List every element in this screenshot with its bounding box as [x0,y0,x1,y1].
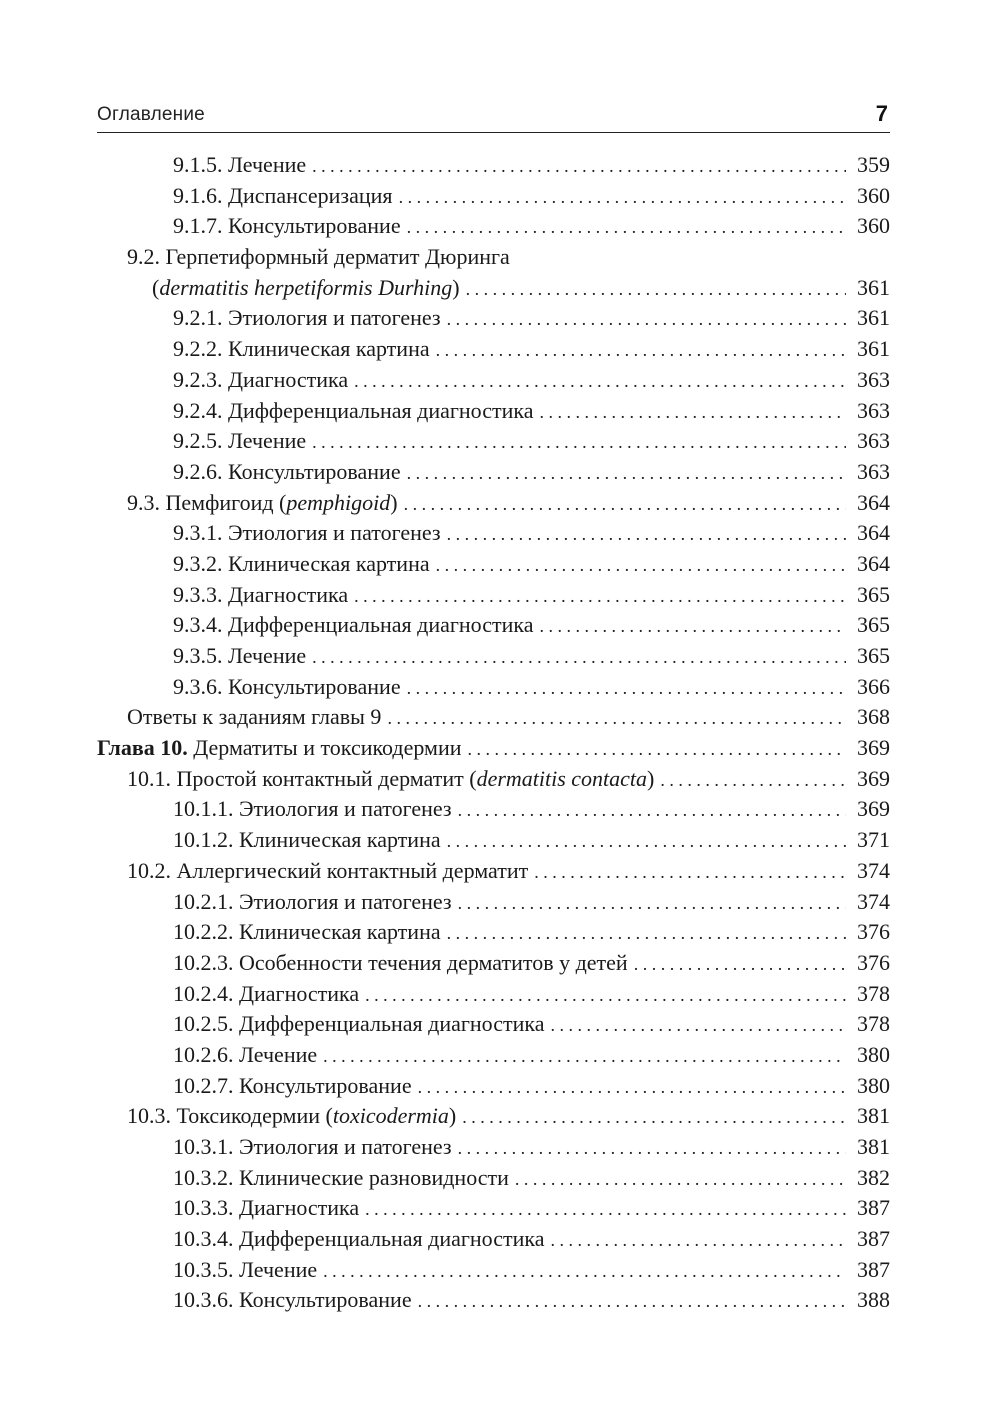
toc-entry-text: 9.2.3. Диагностика [173,366,349,392]
toc-entry-row [97,1193,890,1225]
toc-entry-text: 10.2.6. Лечение [173,1041,318,1067]
toc-entry-title [173,979,359,1010]
toc-entry-title [173,610,534,641]
toc-entry-row [97,181,890,213]
toc-page-number: 387 [857,1226,890,1252]
toc-entry[interactable] [97,1071,890,1102]
toc-entry-title [173,457,401,488]
toc-entry-row [97,641,890,673]
toc-entry-row [97,396,890,428]
dot-leader [387,703,846,734]
toc-entry-text: 10.3.4. Дифференциальная диагностика [173,1226,545,1252]
toc-entry[interactable] [97,1255,890,1286]
toc-page-number: 361 [857,274,890,300]
dot-leader [551,1225,847,1256]
toc-page-number: 365 [857,643,890,668]
toc-entry-text: 9.2. Герпетиформный дерматит Дюринга [127,244,510,270]
toc-entry-title [127,488,398,519]
toc-entry[interactable] [97,702,890,733]
dot-leader [418,1286,846,1317]
toc-entry-text: 9.3.4. Дифференциальная диагностика [173,612,534,638]
toc-entry[interactable] [97,181,890,212]
toc-page-number: 363 [857,458,890,484]
dot-leader [407,212,846,243]
dot-leader [312,642,846,673]
toc-entry-row [97,457,890,489]
toc-entry-row [97,856,890,888]
toc-entry-row [97,1224,890,1256]
toc-page-number: 363 [857,366,890,392]
toc-entry[interactable] [97,979,890,1010]
toc-entry-row [97,733,890,765]
toc-entry-title [173,1071,412,1102]
toc-entry-text: ) [647,765,655,791]
toc-entry-text: 10.3. Токсикодермии ( [127,1103,333,1129]
toc-page-number: 363 [857,428,890,454]
toc-entry-title [127,764,654,795]
dot-leader [634,949,846,980]
toc-page-number: 382 [857,1164,890,1190]
toc-entry-text: 10.3.1. Этиология и патогенез [173,1134,452,1159]
toc-entry[interactable] [97,580,890,611]
toc-entry-title [173,1224,545,1255]
toc-entry-text: 10.2.4. Диагностика [173,980,360,1006]
toc-entry-title [173,396,534,427]
toc-entry-text: ) [448,1103,457,1129]
toc-entry-row [97,426,890,458]
toc-entry[interactable] [97,856,890,887]
toc-page-number: 361 [857,305,890,331]
toc-entry-text: 9.2.2. Клиническая картина [173,336,430,362]
toc-entry-title [173,794,452,825]
dot-leader [458,1133,846,1164]
toc-page-number: 387 [857,1195,890,1221]
toc-entry-row [97,242,890,273]
toc-entry-row [97,303,890,335]
toc-page-number: 360 [857,182,890,208]
toc-entry[interactable] [97,825,890,856]
toc-entry-text: 10.2.2. Клиническая картина [173,919,441,945]
toc-entry-row [97,518,890,550]
toc-entry-text: 9.1.7. Консультирование [173,213,401,239]
toc-entry-text: 10.3.5. Лечение [173,1256,318,1282]
toc-entry-row [97,1285,890,1317]
toc-entry-text: 9.1.6. Диспансеризация [173,182,393,208]
toc-entry[interactable] [97,764,890,795]
toc-entry-text: 10.3.6. Консультирование [173,1287,412,1313]
toc-entry-title [173,1040,317,1071]
toc-entry[interactable] [97,426,890,457]
toc-page-number: 363 [857,397,890,423]
toc-entry-title [173,303,441,334]
dot-leader [458,888,846,919]
toc-entry-latin-term: dermatitis contacta [476,765,648,791]
toc-page-number: 374 [857,857,890,883]
toc-page-number: 365 [857,612,890,638]
toc-page-number: 378 [857,1011,890,1037]
toc-entry[interactable] [97,242,890,273]
dot-leader [447,826,846,857]
toc-entry[interactable] [97,1101,890,1132]
toc-entry-row [97,488,890,520]
toc-entry-text: 9.2.6. Консультирование [173,458,401,484]
page-number: 7 [875,101,888,126]
toc-entry-title [152,273,460,304]
dot-leader [515,1164,846,1195]
dot-leader [468,734,846,765]
dot-leader [540,397,847,428]
toc-entry[interactable] [97,273,890,304]
toc-entry[interactable] [97,641,890,672]
toc-entry-text: ) [390,489,398,515]
dot-leader [458,795,846,826]
toc-entry-title [127,702,381,733]
toc-entry-text: ) [452,274,460,300]
dot-leader [354,366,846,397]
toc-entry[interactable] [97,1163,890,1194]
toc-entry-row [97,702,890,734]
toc-entry-title [173,1009,545,1040]
toc-entry-latin-term: dermatitis herpetiformis Durhing [159,274,453,300]
toc-entry-row [97,1255,890,1287]
dot-leader [447,918,846,949]
toc-entry-text: 10.3.3. Диагностика [173,1195,360,1221]
toc-entry-title [173,917,441,948]
toc-entry-text: 10.2.3. Особенности течения дерматитов у детей [173,949,628,975]
toc-entry-title [173,1193,359,1224]
toc-entry-row [97,764,890,796]
toc-entry-title [173,549,430,580]
dot-leader [466,274,846,305]
dot-leader [540,611,847,642]
toc-entry-text: 10.2.5. Дифференциальная диагностика [173,1011,545,1037]
toc-page-number: 369 [857,796,890,822]
toc-entry-text: ( [152,274,160,300]
toc-entry[interactable] [97,457,890,488]
dot-leader [462,1102,846,1133]
toc-entry-row [97,549,890,581]
toc-entry-text: 10.2.1. Этиология и патогенез [173,888,452,914]
toc-entry[interactable] [97,334,890,365]
toc-entry[interactable] [97,610,890,641]
toc-page-number: 380 [857,1072,890,1098]
toc-entry-row [97,1163,890,1195]
toc-entry-text: 9.2.5. Лечение [173,428,307,454]
toc-entry-title [173,181,393,212]
toc-entry-title [173,211,401,242]
toc-entry-text: 10.1. Простой контактный дерматит ( [127,765,477,791]
toc-page-number: 364 [857,489,890,515]
toc-page-number: 376 [857,949,890,975]
dot-leader [551,1010,847,1041]
dot-leader [323,1256,846,1287]
toc-entry-text: 10.2.7. Консультирование [173,1072,412,1098]
toc-entry-title [173,150,306,181]
toc-entry-text: 10.3.2. Клинические разновидности [173,1164,509,1190]
toc-entry-row [97,334,890,366]
toc-entry-text: 9.1.5. Лечение [173,152,307,177]
toc-entry-text: 9.2.4. Дифференциальная диагностика [173,397,534,423]
dot-leader [312,427,846,458]
toc-page-number: 378 [857,980,890,1006]
toc-page-number: 371 [857,827,890,853]
toc-entry-row [97,887,890,919]
toc-entry-title [173,948,628,979]
toc-entry-title [127,1101,456,1132]
toc-entry-title [173,580,348,611]
toc-page-number: 368 [857,704,890,730]
toc-entry-text: 10.1.1. Этиология и патогенез [173,796,452,822]
toc-entry-title [173,426,306,457]
dot-leader [418,1072,846,1103]
dot-leader [436,550,846,581]
toc-entry-row [97,1009,890,1041]
toc-entry-title [173,365,348,396]
toc-page-number: 364 [857,550,890,576]
toc-page-number: 359 [857,152,890,177]
toc-entry-text: 9.3.2. Клиническая картина [173,550,430,576]
toc-entry-row [97,211,890,243]
chapter-label: Глава 10. [97,735,188,761]
toc-entry[interactable] [97,672,890,703]
toc-entry-row [97,1071,890,1103]
toc-entry-title [173,518,441,549]
toc-entry-text: 10.2. Аллергический контактный дерматит [127,857,529,883]
toc-entry-title [173,1132,452,1163]
toc-entry-title [173,1163,509,1194]
toc-entry-row [97,979,890,1011]
toc-entry-latin-term: toxicodermia [332,1103,449,1129]
toc-entry[interactable] [97,887,890,918]
toc-page-number: 381 [857,1103,890,1129]
toc-entry-text: 9.3.3. Диагностика [173,581,349,607]
toc-entry-title [173,825,441,856]
toc-entry[interactable] [97,488,890,519]
toc-entry-text: 10.1.2. Клиническая картина [173,827,441,853]
toc-entry-title [97,733,462,764]
toc-entry[interactable] [97,1193,890,1224]
dot-leader [447,304,846,335]
toc-entry-text: 9.3.6. Консультирование [173,673,401,699]
dot-leader [436,335,846,366]
toc-entry-row [97,672,890,704]
dot-leader [354,581,846,612]
toc-entry-row [97,917,890,949]
dot-leader [660,765,846,796]
dot-leader [447,519,846,550]
toc-entry-row [97,948,890,980]
toc-page-number: 361 [857,336,890,362]
running-header [97,100,890,133]
toc-entry[interactable] [97,518,890,549]
toc-entry-latin-term: pemphigoid [286,489,391,515]
toc-entry-text: Дерматиты и токсикодермии [187,735,462,761]
toc-entry[interactable] [97,794,890,825]
dot-leader [407,673,846,704]
toc-entry-title [127,856,528,887]
toc-entry-text: 9.3. Пемфигоид ( [127,489,287,515]
toc-entry[interactable] [97,211,890,242]
toc-page-number: 364 [857,520,890,546]
toc-entry-title [127,242,510,273]
toc-entry[interactable] [97,1009,890,1040]
dot-leader [399,182,846,213]
dot-leader [404,489,846,520]
toc-entry-text: 9.3.1. Этиология и патогенез [173,520,441,546]
dot-leader [534,857,846,888]
toc-entry-row [97,580,890,612]
toc-entry-row [97,1101,890,1133]
running-header-title: Оглавление [97,104,205,125]
dot-leader [365,1194,846,1225]
toc-entry[interactable] [97,948,890,979]
toc-page-number: 365 [857,581,890,607]
toc-entry-row [97,825,890,857]
toc-entry-row [97,610,890,642]
toc-entry-row [97,1132,890,1164]
toc-page-number: 387 [857,1256,890,1282]
toc-entry-row [97,150,890,182]
toc-entry-row [97,273,890,305]
dot-leader [323,1041,846,1072]
toc-page-number: 369 [857,765,890,791]
toc-entry[interactable] [97,150,890,181]
dot-leader [365,980,846,1011]
toc-entry[interactable] [97,1285,890,1316]
table-of-contents [97,150,890,1316]
toc-page-number: 374 [857,888,890,914]
toc-entry-row [97,365,890,397]
toc-entry-title [173,887,452,918]
toc-page-number: 380 [857,1041,890,1067]
toc-entry[interactable] [97,733,890,764]
toc-entry-row [97,1040,890,1072]
toc-entry-text: 9.3.5. Лечение [173,643,307,668]
toc-page-number: 388 [857,1287,890,1313]
toc-entry-row [97,794,890,826]
toc-entry[interactable] [97,1040,890,1071]
dot-leader [407,458,846,489]
toc-entry[interactable] [97,303,890,334]
toc-entry-text: Ответы к заданиям главы 9 [127,704,382,730]
toc-page-number: 366 [857,673,890,699]
toc-page-number: 369 [857,735,890,761]
toc-entry-title [173,1255,317,1286]
toc-entry-title [173,641,306,672]
toc-entry-text: 9.2.1. Этиология и патогенез [173,305,441,331]
toc-entry-title [173,334,430,365]
toc-page-number: 381 [857,1134,890,1159]
toc-entry-title [173,672,401,703]
toc-entry[interactable] [97,365,890,396]
toc-entry[interactable] [97,1224,890,1255]
toc-page-number: 376 [857,919,890,945]
toc-entry-title [173,1285,412,1316]
dot-leader [312,151,846,182]
toc-entry[interactable] [97,549,890,580]
toc-entry[interactable] [97,917,890,948]
toc-entry[interactable] [97,396,890,427]
toc-page-number: 360 [857,213,890,239]
toc-entry[interactable] [97,1132,890,1163]
